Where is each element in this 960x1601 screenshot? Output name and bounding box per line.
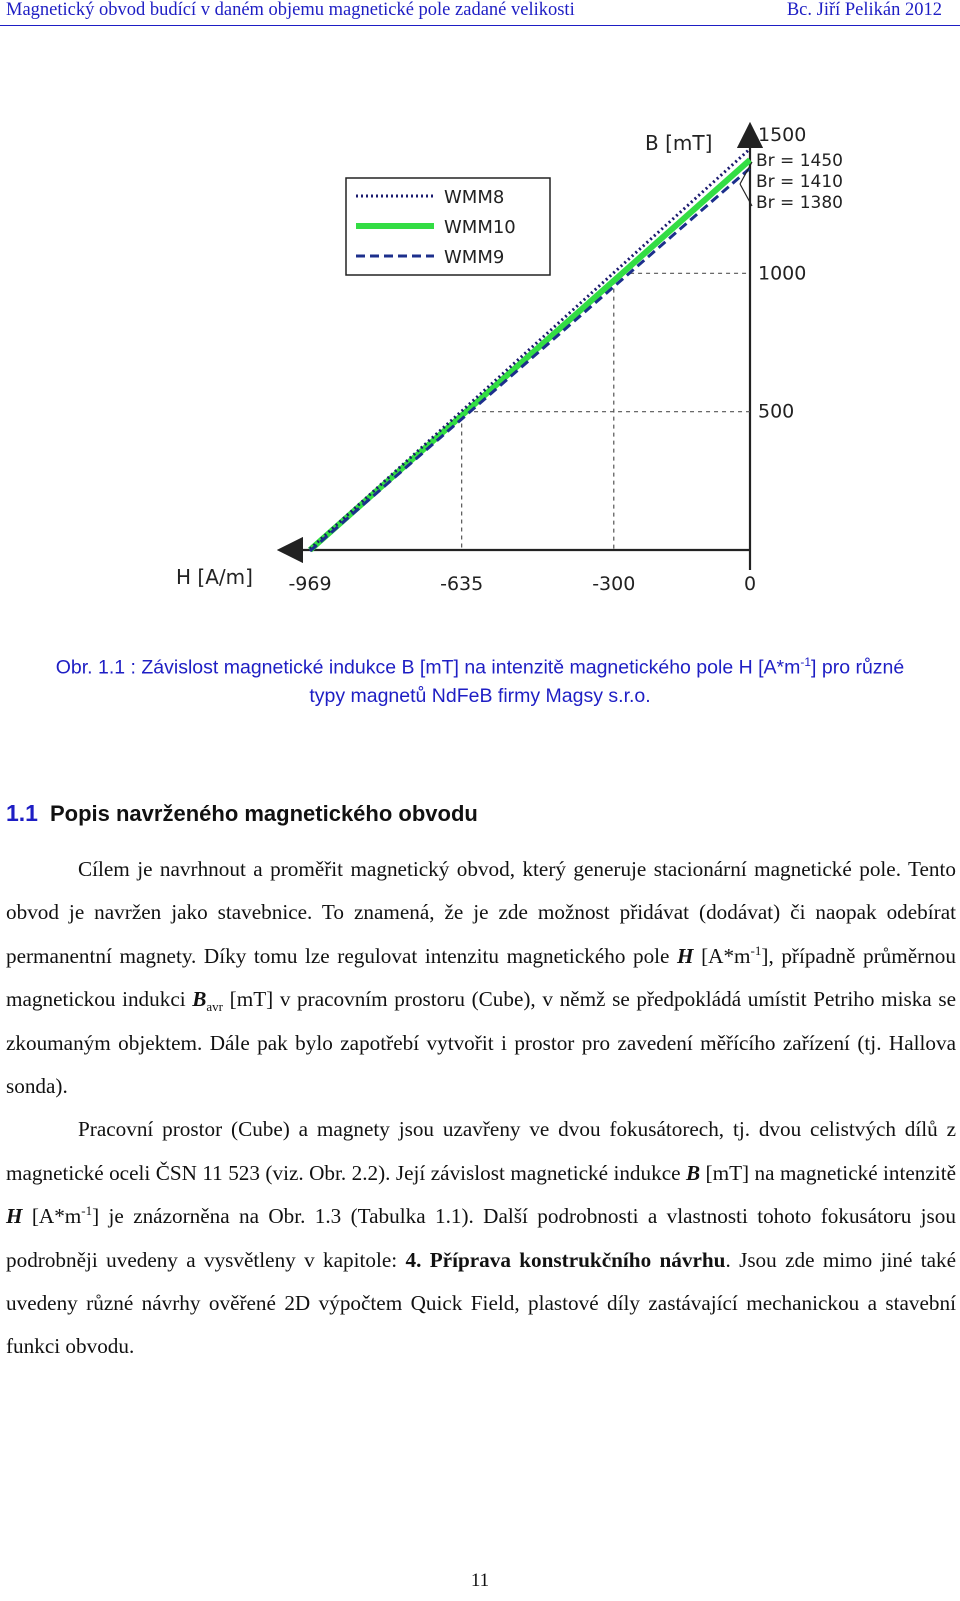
x-tick--300: -300 <box>592 573 636 595</box>
y-axis-label: B [mT] <box>645 131 713 155</box>
chart-legend <box>346 178 550 275</box>
section-number: 1.1 <box>6 800 38 826</box>
y-tick-1000: 1000 <box>758 262 807 285</box>
paragraph-2: Pracovní prostor (Cube) a magnety jsou uzavřeny ve dvou fokusátorech, tj. dvou celistvých dílů z magnetické oceli ČSN 11 523 (viz. Obr. 2.2). Její závislost magnetické indukce B [mT] na magnetické intenzitě H $[A*m^{-1}]$ je znázorněna na Obr. 1.3 (Tabulka 1.1). Další podrobnosti a vlastnosti tohoto fokusátoru jsou podrobněji uvedeny a vysvětleny v kapitole: 4. Příprava konstrukčního návrhu. Jsou zde mimo jiné také uvedeny různé návrhy ověřené 2D výpočtem Quick Field, plastové díly zastávající mechanickou a stavební funkci obvodu. <box>6 1117 956 1359</box>
header-title: Magnetický obvod budící v daném objemu magnetické pole zadané velikosti <box>6 0 575 20</box>
legend-wmm10: WMM10 <box>444 217 516 238</box>
caption-line-1: Obr. 1.1 : Závislost magnetické indukce B [mT] na intenzitě magnetického pole H $[A*m^{-1}]$ pro různé <box>55 655 905 679</box>
x-axis-label: H [A/m] <box>176 565 253 589</box>
br-annotation-3: Br = 1380 <box>756 193 843 213</box>
legend-wmm8: WMM8 <box>444 187 505 208</box>
bh-chart <box>0 100 960 620</box>
section-heading <box>6 800 478 827</box>
paragraph-1: Cílem je navrhnout a proměřit magnetický obvod, který generuje stacionární magnetické pole. Tento obvod je navržen jako stavebnice. To znamená, že je zde možnost přidávat (dodávat) či naopak odebírat permanentní magnety. Díky tomu lze regulovat intenzitu magnetického pole H $[A*m^{-1}]$, případně průměrnou magnetickou indukci $B_{avr}$ [mT] v pracovním prostoru (Cube), v němž se předpokládá umístit Petriho miska se zkoumaným objektem. Dále pak bylo zapotřebí vytvořit i prostor pro zavedení měřícího zařízení (tj. Hallova sonda). <box>6 857 956 1099</box>
header-author: Bc. Jiří Pelikán 2012 <box>786 0 942 20</box>
section-title: Popis navrženého magnetického obvodu <box>49 801 478 826</box>
header-rule <box>0 25 960 26</box>
figure-caption <box>0 648 960 710</box>
x-tick--969: -969 <box>288 573 332 595</box>
legend-wmm9: WMM9 <box>444 247 505 268</box>
page-number: 11 <box>470 1570 490 1591</box>
page-header <box>0 0 960 24</box>
br-annotation-2: Br = 1410 <box>756 172 843 192</box>
y-tick-1500: 1500 <box>758 124 807 146</box>
caption-line-2: typy magnetů NdFeB firmy Magsy s.r.o. <box>309 684 651 707</box>
br-annotation-1: Br = 1450 <box>756 151 843 171</box>
x-tick--635: -635 <box>440 573 484 595</box>
x-tick-0: 0 <box>743 573 757 595</box>
body-text <box>6 848 956 1369</box>
guide-lines <box>462 273 750 550</box>
y-tick-500: 500 <box>758 400 795 423</box>
